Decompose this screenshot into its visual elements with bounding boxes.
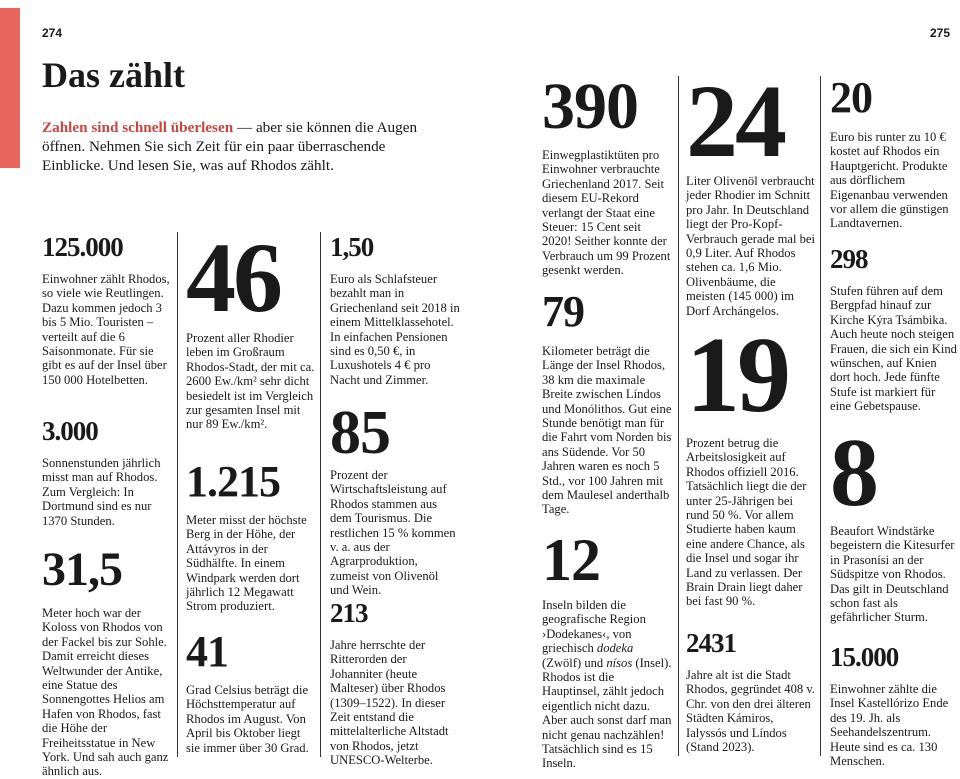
fact-block	[330, 600, 460, 768]
fact-text-emphasis: nísos	[606, 655, 633, 670]
fact-number: 31,5	[42, 543, 122, 596]
fact-block	[686, 316, 816, 609]
fact-block	[186, 222, 316, 432]
fact-number: 8	[830, 419, 878, 527]
fact-block	[830, 644, 958, 768]
fact-number: 15.000	[830, 642, 899, 672]
fact-text: Sonnenstunden jährlich misst man auf Rhodos. Zum Vergleich: In Dortmund sind es nur 1370 Stunden.	[42, 456, 161, 528]
intro-highlight: Zahlen sind schnell überlesen	[42, 119, 234, 136]
fact-block	[830, 73, 958, 231]
page-number-right: 275	[930, 26, 951, 40]
fact-text: Euro bis runter zu 10 € kostet auf Rhodos ein Hauptgericht. Produkte aus dörflichem Eigenanbau verwenden vor allem die günstigen Landtavernen.	[830, 130, 949, 231]
fact-block	[686, 64, 816, 318]
fact-number: 1,50	[330, 232, 374, 262]
fact-text: Meter hoch war der Koloss von Rhodos von der Fackel bis zur Sohle. Damit erreicht dieses Weltwunder der Antike, eine Statue des Sonnengottes Helios am Hafen von Rhodos, fast die Höhe der Freiheitsstatue in New York. Und sah auch ganz ähnlich aus.	[42, 606, 169, 779]
page-number-left: 274	[42, 26, 63, 40]
fact-block	[830, 419, 958, 625]
intro-text: — aber sie können die Augen öffnen. Nehmen Sie sich Zeit für ein paar überraschende Einblicke. Und lesen Sie, was auf Rhodos zählt.	[42, 119, 418, 174]
fact-text: Prozent der Wirtschaftsleistung auf Rhodos stammen aus dem Tourismus. Die restlichen 15 % kommen v. a. aus der Agrarproduktion, zumeist von Olivenöl und Wein.	[330, 468, 456, 598]
fact-block	[42, 234, 174, 387]
fact-text: Euro als Schlafsteuer bezahlt man in Griechenland seit 2018 in einem Mittelklassehotel. In einfachen Pensionen sind es 0,50 €, in Luxushotels 4 € pro Nacht und Zimmer.	[330, 272, 460, 387]
page-title: Das zählt	[42, 55, 185, 95]
fact-number: 20	[830, 73, 872, 122]
fact-block	[330, 234, 460, 387]
fact-text-part: Inseln bilden die geografische Region ›Dodekanes‹, von griechisch	[542, 598, 646, 656]
fact-text: Prozent aller Rhodier leben im Großraum Rhodos-Stadt, der mit ca. 2600 Ew./km² sehr dicht besiedelt ist im Vergleich zur gesamten Insel mit nur 89 Ew./km².	[186, 331, 315, 432]
fact-number: 19	[686, 316, 788, 435]
chapter-tab-marker	[0, 8, 20, 168]
fact-text-part: (Insel). Rhodos ist die Hauptinsel, zählt jedoch eigentlich nicht dazu. Aber auch sonst darf man nicht genau nachzählen! Tatsächlich sind es 15 Inseln.	[542, 655, 672, 771]
fact-block	[42, 418, 174, 528]
fact-number: 46	[186, 222, 280, 333]
fact-text: Liter Olivenöl verbraucht jeder Rhodier im Schnitt pro Jahr. In Deutschland liegt der Pro-Kopf-Verbrauch gerade mal bei 0,9 Liter. Auf Rhodos stehen ca. 1,6 Mio. Olivenbäume, die meisten (145 000) im Dorf Archángelos.	[686, 174, 816, 318]
fact-text: Prozent betrug die Arbeitslosigkeit auf Rhodos offiziell 2016. Tatsächlich liegt die der unter 25-Jährigen bei rund 50 %. Vor allem Studierte haben kaum eine andere Chance, als die Insel und sogar ihr Land zu verlassen. Der Brain Drain liegt daher bei fast 90 %.	[686, 436, 807, 609]
column-rule	[177, 232, 178, 757]
fact-number: 298	[830, 244, 868, 274]
fact-number: 125.000	[42, 232, 123, 262]
fact-number: 85	[330, 399, 390, 467]
fact-number: 79	[542, 287, 584, 336]
fact-block	[542, 527, 672, 771]
fact-text: Jahre herrschte der Ritterorden der Johanniter (heute Malteser) über Rhodos (1309–1522). In dieser Zeit entstand die mittelalterliche Altstadt von Rhodos, jetzt UNESCO-Welterbe.	[330, 638, 449, 768]
fact-text	[542, 598, 672, 771]
fact-block	[186, 627, 316, 755]
fact-text-part: (Zwölf) und	[542, 655, 607, 670]
column-rule	[678, 76, 679, 756]
fact-block	[542, 287, 672, 517]
fact-text: Jahre alt ist die Stadt Rhodos, gegründet 408 v. Chr. von den drei älteren Städten Kámiros, Ialyssós und Líndos (Stand 2023).	[686, 668, 815, 755]
fact-block	[542, 70, 672, 278]
fact-block	[186, 457, 316, 614]
fact-text: Einwohner zählte die Insel Kastellórizo Ende des 19. Jh. als Seehandelszentrum. Heute sind es ca. 130 Menschen.	[830, 682, 949, 769]
fact-block	[42, 543, 174, 779]
column-rule	[820, 76, 821, 756]
fact-number: 3.000	[42, 416, 98, 446]
fact-text: Meter misst der höchste Berg in der Höhe, der Attávyros in der Südhälfte. In einem Windpark werden dort jährlich 12 Megawatt Strom produziert.	[186, 513, 307, 614]
fact-block	[830, 246, 958, 414]
fact-number: 213	[330, 598, 368, 628]
column-rule	[320, 232, 321, 757]
fact-block	[686, 630, 816, 754]
fact-text: Grad Celsius beträgt die Höchsttemperatur auf Rhodos im August. Von April bis Oktober liegt sie immer über 30 Grad.	[186, 683, 309, 755]
intro-paragraph	[42, 118, 442, 175]
fact-text: Stufen führen auf dem Bergpfad hinauf zur Kirche Kýra Tsámbika. Auch heute noch steigen Frauen, die sich ein Kind wünschen, auf Knien dort hoch. Jede fünfte Stufe ist markiert für eine Gebetspause.	[830, 284, 957, 414]
fact-number: 2431	[686, 628, 736, 658]
fact-number: 12	[542, 527, 600, 593]
fact-number: 24	[686, 64, 784, 179]
fact-text: Kilometer beträgt die Länge der Insel Rhodos, 38 km die maximale Breite zwischen Líndos und Monólithos. Gut eine Stunde benötigt man für die Fahrt vom Norden bis ans Südende. Vor 50 Jahren waren es noch 5 Std., vor 100 Jahren mit dem Maulesel anderthalb Tage.	[542, 344, 672, 517]
fact-number: 1.215	[186, 457, 280, 506]
fact-text: Einwegplastiktüten pro Einwohner verbrauchte Griechenland 2017. Seit diesem EU-Rekord verlangt der Staat eine Steuer: 15 Cent seit 2020! Seither konnte der Verbrauch um 99 Prozent gesenkt werden.	[542, 148, 671, 278]
fact-text: Einwohner zählt Rhodos, so viele wie Reutlingen. Dazu kommen jedoch 3 bis 5 Mio. Touristen – verteilt auf die 6 Saisonmonate. Für sie gibt es auf der Insel über 150 000 Hotelbetten.	[42, 272, 170, 387]
fact-text-emphasis: dodeka	[596, 641, 634, 656]
fact-number: 41	[186, 627, 228, 676]
fact-block	[330, 399, 460, 598]
fact-text: Beaufort Windstärke begeistern die Kitesurfer in Prasonísi an der Südspitze von Rhodos. Das gilt in Deutschland schon fast als gefährlicher Sturm.	[830, 524, 955, 625]
fact-number: 390	[542, 70, 638, 143]
